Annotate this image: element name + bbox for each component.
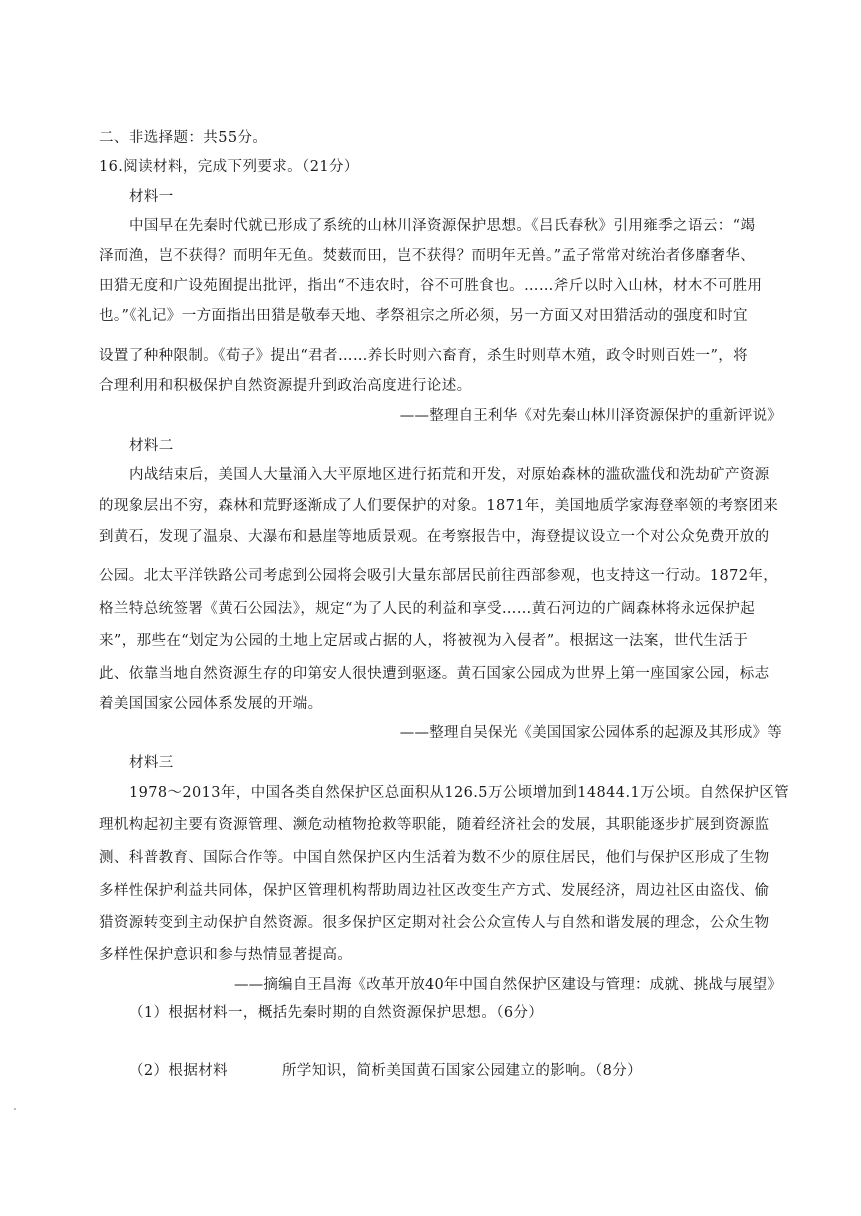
material2-line: 着美国国家公园体系发展的开端。 (99, 696, 323, 712)
material1-source: ——整理自王利华《对先秦山林川泽资源保护的重新评说》 (399, 408, 782, 424)
material2-line: 内战结束后，美国人大量涌入大平原地区进行拓荒和开发，对原始森林的滥砍滥伐和洗劫矿产资源 (129, 467, 770, 483)
material3-line: 1978～2013年，中国各类自然保护区总面积从126.5万公顷增加到14844.1万公顷。自然保护区管 (129, 785, 790, 801)
material1-line: 设置了种种限制。《荀子》提出“君者……养长时则六畜育，杀生时则草木殖，政令时则百姓一”，将 (99, 348, 749, 364)
material3-line: 多样性保护利益共同体，保护区管理机构帮助周边社区改变生产方式、发展经济，周边社区由盗伐、偷 (99, 883, 770, 899)
material3-line: 多样性保护意识和参与热情显著提高。 (99, 947, 353, 963)
question-prompt: 16.阅读材料，完成下列要求。（21分） (99, 159, 359, 175)
material1-label: 材料一 (129, 189, 174, 205)
material3-label: 材料三 (129, 755, 174, 771)
sub-question-2-part2: 所学知识，简析美国黄石国家公园建立的影响。（8分） (282, 1063, 643, 1079)
material1-line: 也。”《礼记》一方面指出田猎是敬奉天地、孝祭祖宗之所必须，另一方面又对田猎活动的强度和时宜 (99, 308, 748, 324)
material2-line: 公园。北太平洋铁路公司考虑到公园将会吸引大量东部居民前往西部参观，也支持这一行动。1872年， (99, 568, 779, 584)
material2-source: ——整理自吴保光《美国国家公园体系的起源及其形成》等 (399, 725, 782, 741)
material2-line: 格兰特总统签署《黄石公园法》，规定“为了人民的利益和享受……黄石河边的广阔森林将永远保护起 (99, 601, 756, 617)
material1-line: 合理利用和积极保护自然资源提升到政治高度进行论述。 (99, 378, 472, 394)
sub-question-1: （1）根据材料一，概括先秦时期的自然资源保护思想。（6分） (129, 1005, 544, 1021)
material2-label: 材料二 (129, 438, 174, 454)
material1-line: 泽而渔，岂不获得？而明年无鱼。焚薮而田，岂不获得？而明年无兽。”孟子常常对统治者侈靡奢华、 (99, 248, 756, 264)
material3-line: 测、科普教育、国际合作等。中国自然保护区内生活着为数不少的原住居民，他们与保护区形成了生物 (99, 850, 770, 866)
sub-question-2-part1: （2）根据材料 (129, 1063, 229, 1079)
material3-line: 猎资源转变到主动保护自然资源。很多保护区定期对社会公众宣传人与自然和谐发展的理念，公众生物 (99, 915, 770, 931)
material3-source: ——摘编自王昌海《改革开放40年中国自然保护区建设与管理：成就、挑战与展望》 (233, 977, 782, 993)
material2-line: 的现象层出不穷，森林和荒野逐渐成了人们要保护的对象。1871年，美国地质学家海登率领的考察团来 (99, 498, 779, 514)
material3-line: 理机构起初主要有资源管理、濒危动植物抢救等职能，随着经济社会的发展，其职能逐步扩展到资源监 (99, 817, 770, 833)
material2-line: 此、依靠当地自然资源生存的印第安人很快遭到驱逐。黄石国家公园成为世界上第一座国家公园，标志 (99, 666, 770, 682)
material2-line: 来”，那些在“划定为公园的土地上定居或占据的人，将被视为入侵者”。根据这一法案，世代生活于 (99, 633, 749, 649)
material1-line: 田猎无度和广设苑囿提出批评，指出“不违农时，谷不可胜食也。……斧斤以时入山林，材木不可胜用 (99, 278, 763, 294)
section-title: 二、非选择题：共55分。 (99, 130, 268, 146)
material1-line: 中国早在先秦时代就已形成了系统的山林川泽资源保护思想。《吕氏春秋》引用雍季之语云：“竭 (129, 218, 756, 234)
material2-line: 到黄石，发现了温泉、大瀑布和悬崖等地质景观。在考察报告中，海登提议设立一个对公众免费开放的 (99, 529, 770, 545)
sub-question-2 (129, 1061, 642, 1081)
scan-speck (14, 1108, 16, 1110)
